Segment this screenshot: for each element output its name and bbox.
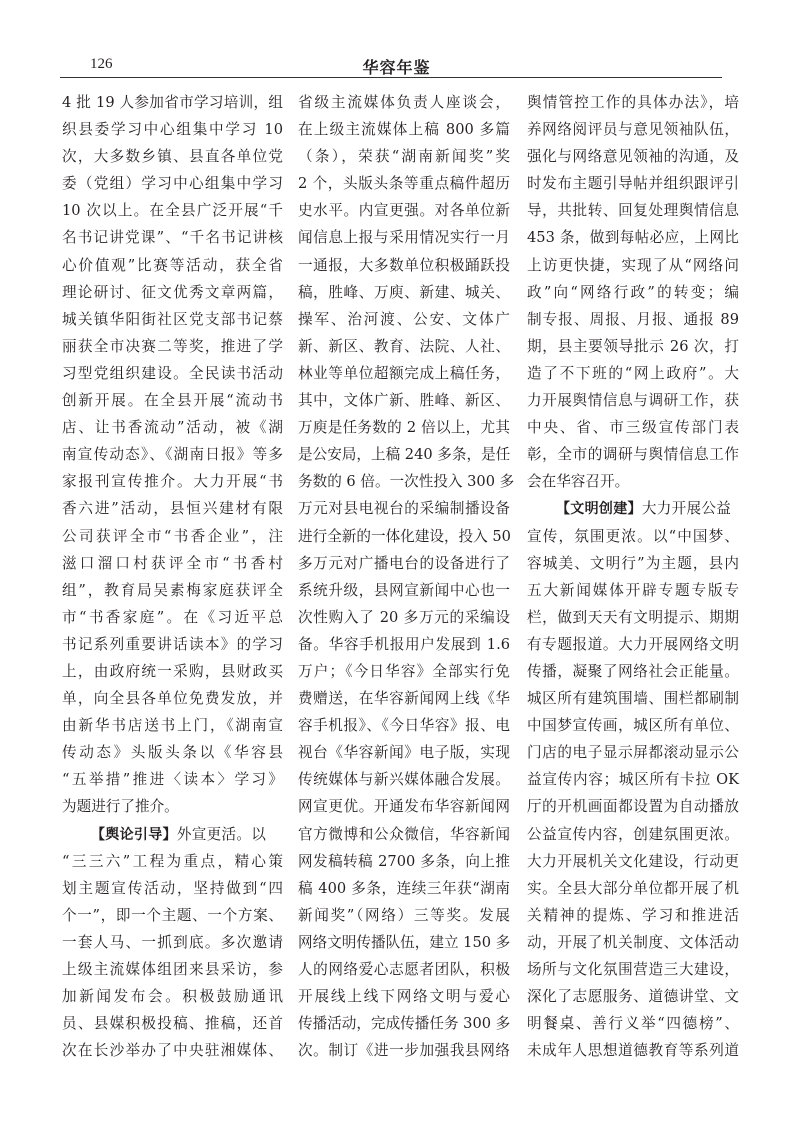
text-line: 传动态》头版头条以《华容县 bbox=[62, 744, 283, 762]
text-line: 传播，凝聚了网络社会正能量。 bbox=[527, 662, 739, 680]
text-line: 进行全新的一体化建设，投入 50 bbox=[298, 527, 511, 545]
text-column-3 bbox=[527, 89, 739, 1064]
text-column-1 bbox=[62, 89, 283, 1064]
text-column-2 bbox=[298, 89, 515, 1064]
text-line: 动，开展了机关制度、文体活动 bbox=[527, 933, 739, 951]
text-line: 次，大多数乡镇、县直各单位党 bbox=[62, 148, 283, 166]
text-line: 网发稿转稿 2700 多条，向上推 bbox=[298, 852, 510, 870]
text-line: 大力开展机关文化建设，行动更 bbox=[527, 852, 739, 870]
text-line: 中央、省、市三级宣传部门表 bbox=[527, 419, 739, 437]
page-number: 126 bbox=[90, 56, 113, 72]
text-line: 视台《华容新闻》电子版，实现 bbox=[298, 744, 510, 762]
text-line: 组”，教育局吴素梅家庭获评全 bbox=[62, 581, 283, 599]
text-line: 制专报、周报、月报、通报 89 bbox=[527, 310, 739, 328]
text-line: 操军、治河渡、公安、文体广 bbox=[298, 310, 510, 328]
text-line: 创新开展。在全县开展“流动书 bbox=[62, 392, 283, 410]
text-line: 网宣更优。开通发布华容新闻网 bbox=[298, 798, 510, 816]
text-line: 网络文明传播队伍，建立 150 多 bbox=[298, 933, 511, 951]
text-line: 会在华容召开。 bbox=[527, 473, 630, 491]
text-line: 理论研讨、征文优秀文章两篇， bbox=[62, 283, 283, 301]
text-line: 传统媒体与新兴媒体融合发展。 bbox=[298, 771, 510, 789]
text-line: 系统升级，县网宣新闻中心也一 bbox=[298, 581, 510, 599]
text-line: 彰，全市的调研与舆情信息工作 bbox=[527, 446, 739, 464]
text-line: 4 批 19 人参加省市学习培训，组 bbox=[62, 94, 283, 111]
text-line: 名书记讲党课”、“千名书记讲核 bbox=[62, 229, 283, 247]
text-line: 中国梦宣传画，城区所有单位、 bbox=[527, 717, 739, 735]
text-line: 传播活动，完成传播任务 300 多 bbox=[298, 1015, 511, 1033]
text-line: 次性购入了 20 多万元的采编设 bbox=[298, 608, 510, 626]
text-line: 上级主流媒体组团来县采访，参 bbox=[62, 961, 283, 978]
text-line: 心价值观”比赛等活动，获全省 bbox=[62, 256, 283, 274]
text-line: 新闻奖”（网络）三等奖。发展 bbox=[298, 906, 510, 924]
text-line: 稿，胜峰、万庾、新建、城关、 bbox=[298, 283, 510, 301]
text-line: 为题进行了推介。 bbox=[62, 798, 179, 816]
text-line: 人的网络爱心志愿者团队，积极 bbox=[298, 961, 510, 978]
text-line: 稿 400 多条，连续三年获“湖南 bbox=[298, 879, 510, 897]
text-line: 单，向全县各单位免费发放，并 bbox=[62, 690, 283, 708]
running-title: 华容年鉴 bbox=[362, 58, 431, 77]
text-line: 习型党组织建设。全民读书活动 bbox=[62, 364, 283, 382]
text-line: 新、新区、教育、法院、人社、 bbox=[298, 337, 510, 355]
text-line: （条），荣获“湖南新闻奖”奖 bbox=[298, 148, 510, 166]
text-line: 五大新闻媒体开辟专题专版专 bbox=[527, 581, 739, 599]
text-line: 官方微博和公众微信，华容新闻 bbox=[298, 825, 510, 843]
section-heading: 【文明创建】 bbox=[556, 501, 642, 518]
text-line: 万户；《今日华容》全部实行免 bbox=[298, 662, 510, 680]
text-line: 丽获全市决赛二等奖，推进了学 bbox=[62, 337, 283, 355]
text-line: 453 条，做到每帖必应，上网比 bbox=[527, 229, 739, 247]
text-line: 场所与文化氛围营造三大建设， bbox=[527, 961, 739, 978]
text-line: 实。全县大部分单位都开展了机 bbox=[527, 879, 739, 897]
text-line: 由新华书店送书上门，《湖南宣 bbox=[62, 717, 283, 735]
text-line bbox=[62, 821, 283, 848]
text-line: 宣传，氛围更浓。以“中国梦、 bbox=[527, 527, 739, 545]
text-line: 万庾是任务数的 2 倍以上，尤其 bbox=[298, 419, 510, 437]
text-line: 在上级主流媒体上稿 800 多篇 bbox=[298, 121, 510, 139]
text-run: 外宣更活。以 bbox=[176, 825, 267, 843]
text-line: 万元对县电视台的采编制播设备 bbox=[298, 500, 510, 518]
text-line: 务数的 6 倍。一次性投入 300 多 bbox=[298, 473, 515, 491]
text-line: 栏，做到天天有文明提示、期期 bbox=[527, 608, 739, 626]
text-line: 书记系列重要讲话读本》的学习 bbox=[62, 635, 283, 653]
text-line: 造了不下班的“网上政府”。大 bbox=[527, 364, 739, 382]
text-line: 期，县主要领导批示 26 次，打 bbox=[527, 337, 739, 355]
text-line: 城区所有建筑围墙、围栏都刷制 bbox=[527, 690, 739, 708]
text-line: 养网络阅评员与意见领袖队伍， bbox=[527, 121, 739, 139]
text-line: 开展线上线下网络文明与爱心 bbox=[298, 988, 510, 1006]
text-line: 容城美、文明行”为主题，县内 bbox=[527, 554, 739, 572]
text-line: 林业等单位超额完成上稿任务， bbox=[298, 364, 510, 382]
text-line: 容手机报》、《今日华容》报、电 bbox=[298, 717, 510, 735]
text-line: 员、县媒积极投稿、推稿，还首 bbox=[62, 1015, 283, 1033]
text-line: 多万元对广播电台的设备进行了 bbox=[298, 554, 510, 572]
text-line: 费赠送，在华容新闻网上线《华 bbox=[298, 690, 510, 708]
text-line: 有专题报道。大力开展网络文明 bbox=[527, 635, 739, 653]
text-line: 益宣传内容；城区所有卡拉 OK bbox=[527, 771, 739, 789]
text-line: 公司获评全市“书香企业”，注 bbox=[62, 527, 283, 545]
text-line: 委（党组）学习中心组集中学习 bbox=[62, 175, 283, 193]
text-line: 一套人马、一抓到底。多次邀请 bbox=[62, 933, 283, 951]
header-rule bbox=[60, 77, 722, 78]
text-line: 强化与网络意见领袖的沟通，及 bbox=[527, 148, 739, 166]
text-line: 时发布主题引导帖并组织跟评引 bbox=[527, 175, 739, 193]
text-line: 厅的开机画面都设置为自动播放 bbox=[527, 798, 739, 816]
text-line: 次。制订《进一步加强我县网络 bbox=[298, 1042, 510, 1060]
text-line: “三三六”工程为重点，精心策 bbox=[62, 852, 283, 870]
text-line: 未成年人思想道德教育等系列道 bbox=[527, 1042, 739, 1060]
text-line: 力开展舆情信息与调研工作，获 bbox=[527, 392, 739, 410]
text-line: 上，由政府统一采购，县财政买 bbox=[62, 662, 283, 680]
text-line: 其中，文体广新、胜峰、新区、 bbox=[298, 392, 510, 410]
text-line: 公益宣传内容，创建氛围更浓。 bbox=[527, 825, 739, 843]
text-line: 史水平。内宣更强。对各单位新 bbox=[298, 202, 510, 220]
text-line: 舆情管控工作的具体办法》，培 bbox=[527, 94, 739, 111]
text-line: 次在长沙举办了中央驻湘媒体、 bbox=[62, 1042, 283, 1060]
text-line: 加新闻发布会。积极鼓励通讯 bbox=[62, 988, 283, 1006]
text-line: 备。华容手机报用户发展到 1.6 bbox=[298, 635, 510, 653]
text-line: 店、让书香流动”活动，被《湖 bbox=[62, 419, 283, 437]
text-line: 明餐桌、善行义举“四德榜”、 bbox=[527, 1015, 739, 1033]
text-line: 上访更快捷，实现了从“网络问 bbox=[527, 256, 739, 274]
text-line: 家报刊宣传推介。大力开展“书 bbox=[62, 473, 283, 491]
text-line: 关精神的提炼、学习和推进活 bbox=[527, 906, 739, 924]
text-line: 市“书香家庭”。在《习近平总 bbox=[62, 608, 283, 626]
text-line: 南宣传动态》、《湖南日报》等多 bbox=[62, 446, 283, 464]
text-line: 门店的电子显示屏都滚动显示公 bbox=[527, 744, 739, 762]
text-line: 2 个，头版头条等重点稿件超历 bbox=[298, 175, 510, 193]
text-line: 政”向“网络行政”的转变；编 bbox=[527, 283, 739, 301]
text-line: 划主题宣传活动，坚持做到“四 bbox=[62, 879, 283, 897]
text-line: 是公安局，上稿 240 多条，是任 bbox=[298, 446, 511, 464]
text-run: 大力开展公益 bbox=[641, 500, 732, 518]
text-line: 一通报，大多数单位积极踊跃投 bbox=[298, 256, 510, 274]
text-line: 个一”，即一个主题、一个方案、 bbox=[62, 906, 283, 924]
text-line: “五举措”推进〈读本〉学习》 bbox=[62, 771, 283, 789]
text-line: 织县委学习中心组集中学习 10 bbox=[62, 121, 283, 139]
text-line: 深化了志愿服务、道德讲堂、文 bbox=[527, 988, 739, 1006]
text-line: 省级主流媒体负责人座谈会， bbox=[298, 94, 510, 111]
text-line: 滋口溜口村获评全市“书香村 bbox=[62, 554, 283, 572]
section-heading: 【舆论引导】 bbox=[91, 826, 177, 843]
text-line: 10 次以上。在全县广泛开展“千 bbox=[62, 202, 283, 220]
text-line: 导，共批转、回复处理舆情信息 bbox=[527, 202, 739, 220]
text-line: 闻信息上报与采用情况实行一月 bbox=[298, 229, 510, 247]
text-line: 城关镇华阳街社区党支部书记蔡 bbox=[62, 310, 283, 328]
text-line: 香六进”活动，县恒兴建材有限 bbox=[62, 500, 283, 518]
text-line bbox=[527, 495, 739, 522]
